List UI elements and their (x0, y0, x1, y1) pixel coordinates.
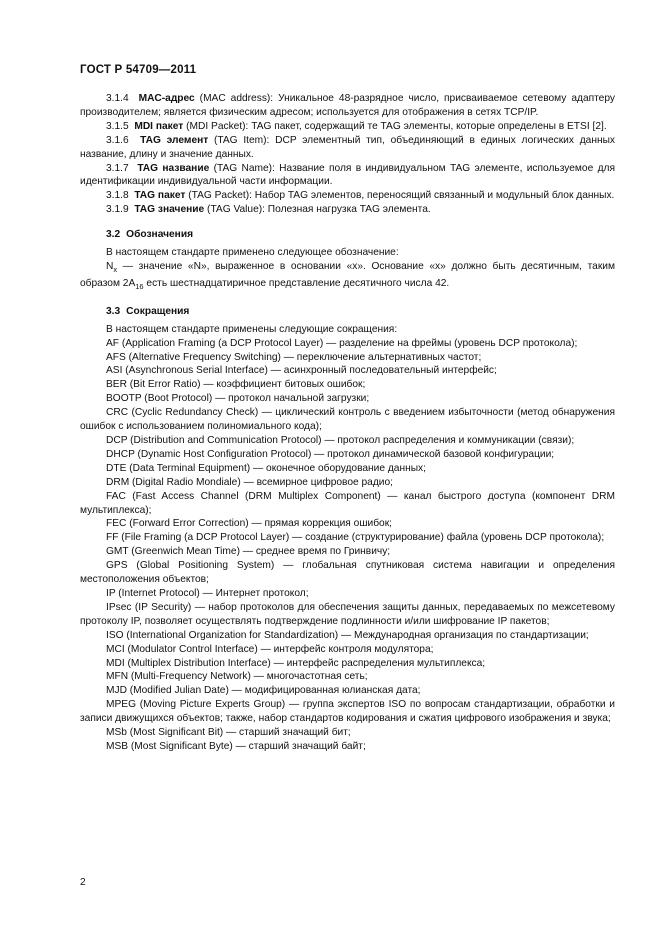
abbreviation-item: DHCP (Dynamic Host Configuration Protocol) — протокол динамической базовой конфигурации; (106, 448, 555, 460)
abbreviation-item: MPEG (Moving Picture Experts Group) — группа экспертов ISO по вопросам стандартизации, обработки и записи движущихся объектов; также, набор стандартов кодирования и сжатия цифрового изображения и звука; (80, 699, 615, 725)
definition-text: (TAG Name): Название поля в индивидуальном TAG элементе, используемое для идентификации индивидуальной части информации. (80, 162, 615, 188)
definition-number: 3.1.4 (106, 93, 129, 104)
abbreviation-item: FF (File Framing (a DCP Protocol Layer) — создание (структурирование) файла (уровень DCP протокола); (106, 532, 605, 544)
abbreviation-item: GPS (Global Positioning System) — глобальная спутниковая система навигации и определения местоположения объектов; (80, 560, 615, 586)
document-header: ГОСТ Р 54709—2011 (80, 64, 197, 76)
definition-term: MDI пакет (134, 120, 184, 132)
definition-paragraph (80, 203, 615, 217)
abbreviation-item: CRC (Cyclic Redundancy Check) — циклический контроль с введением избыточности (метод обнаружения ошибок с использованием полиномиального кода); (80, 407, 615, 433)
definition-term: TAG пакет (134, 190, 186, 202)
section-3-3-number: 3.3 (106, 305, 121, 317)
definition-text: (TAG Value): Полезная нагрузка TAG элемента. (204, 204, 431, 216)
definition-term: MAC-адрес (138, 93, 195, 104)
abbreviation-item: IPsec (IP Security) — набор протоколов для обеспечения защиты данных, передаваемых по межсетевому протоколу IP, позволяет осуществлять подтверждение подлинности и/или шифрование IP пакетов; (80, 601, 615, 627)
page-number: 2 (80, 877, 86, 888)
abbreviation-item: FAC (Fast Access Channel (DRM Multiplex Component) — канал быстрого доступа (компонент DRM мультиплекса); (80, 490, 615, 516)
definition-paragraph (80, 162, 615, 190)
definition-text: (TAG Item): DCP элементный тип, объединяющий в единых логических данных название, длину и значение данных. (80, 134, 615, 160)
abbreviation-item: BER (Bit Error Ratio) — коэффициент битовых ошибок; (106, 379, 366, 391)
abbreviation-item: AF (Application Framing (a DCP Protocol Layer) — разделение на фреймы (уровень DCP протокола); (106, 337, 578, 349)
definition-number: 3.1.7 (106, 162, 129, 174)
abbreviation-item: DTE (Data Terminal Equipment) — оконечное оборудование данных; (106, 462, 426, 474)
abbreviation-item: ASI (Asynchronous Serial Interface) — асинхронный последовательный интерфейс; (106, 365, 497, 377)
abbreviation-item: BOOTP (Boot Protocol) — протокол начальной загрузки; (106, 393, 370, 405)
definition-paragraph (80, 134, 615, 162)
abbreviation-item: DRM (Digital Radio Mondiale) — всемирное цифровое радио; (106, 476, 393, 488)
section-3-2-heading (80, 228, 615, 242)
abbreviation-item: FEC (Forward Error Correction) — прямая коррекция ошибок; (106, 518, 392, 530)
definition-term: TAG название (137, 162, 210, 174)
definition-number: 3.1.5 (106, 120, 129, 132)
definition-text: (TAG Packet): Набор TAG элементов, переносящий связанный и модульный блок данных. (185, 190, 615, 202)
abbreviation-item: MFN (Multi-Frequency Network) — многочастотная сеть; (106, 671, 368, 683)
section-3-3-title: Сокращения (126, 305, 190, 317)
abbreviation-item: IP (Internet Protocol) — Интернет протокол; (106, 587, 309, 599)
abbreviation-item: ISO (International Organization for Standardization) — Международная организация по стандартизации; (106, 629, 589, 641)
definition-term: TAG значение (134, 204, 205, 216)
abbreviation-item: MSb (Most Significant Bit) — старший значащий бит; (106, 727, 351, 739)
definition-paragraph (80, 120, 615, 134)
abbreviation-item: MJD (Modified Julian Date) — модифицированная юлианская дата; (106, 685, 421, 697)
abbreviation-item: AFS (Alternative Frequency Switching) — переключение альтернативных частот; (106, 351, 482, 363)
abbreviation-item: GMT (Greenwich Mean Time) — среднее время по Гринвичу; (106, 546, 391, 558)
definition-text: (MAC address): Уникальное 48-разрядное число, присваиваемое сетевому адаптеру производителем; является физическим адресом; используется для отображения в сетях TCP/IP. (80, 93, 615, 118)
definition-number: 3.1.9 (106, 204, 129, 216)
definitions-list (80, 92, 615, 217)
section-3-3-intro: В настоящем стандарте применены следующие сокращения: (106, 323, 398, 335)
definition-text: (MDI Packet): TAG пакет, содержащий те TAG элементы, которые определены в ETSI [2]. (183, 120, 607, 132)
page-body (80, 92, 615, 754)
definition-term: TAG элемент (140, 134, 209, 146)
symbol-definition: $N_x$ — значение «N», выраженное в основании «x». Основание «x» должно быть десятичным, таким образом $2A_{16}$ есть шестнадцатиричное представление десятичного числа 42. (80, 260, 615, 291)
abbreviation-item: MSB (Most Significant Byte) — старший значащий байт; (106, 740, 366, 752)
abbreviation-item: MDI (Multiplex Distribution Interface) — интерфейс распределения мультиплекса; (106, 657, 486, 669)
definition-paragraph (80, 189, 615, 203)
section-3-2-intro: В настоящем стандарте применено следующее обозначение: (106, 247, 399, 259)
abbreviation-item: MCI (Modulator Control Interface) — интерфейс контроля модулятора; (106, 643, 434, 655)
section-3-2-title: Обозначения (126, 229, 194, 241)
abbreviations-list (80, 337, 615, 754)
definition-paragraph (80, 92, 615, 120)
abbreviation-item: DCP (Distribution and Communication Protocol) — протокол распределения и коммуникации (связи); (106, 435, 575, 446)
section-3-2-number: 3.2 (106, 229, 121, 241)
definition-number: 3.1.8 (106, 190, 129, 202)
definition-number: 3.1.6 (106, 134, 129, 146)
section-3-3-heading (80, 305, 615, 319)
